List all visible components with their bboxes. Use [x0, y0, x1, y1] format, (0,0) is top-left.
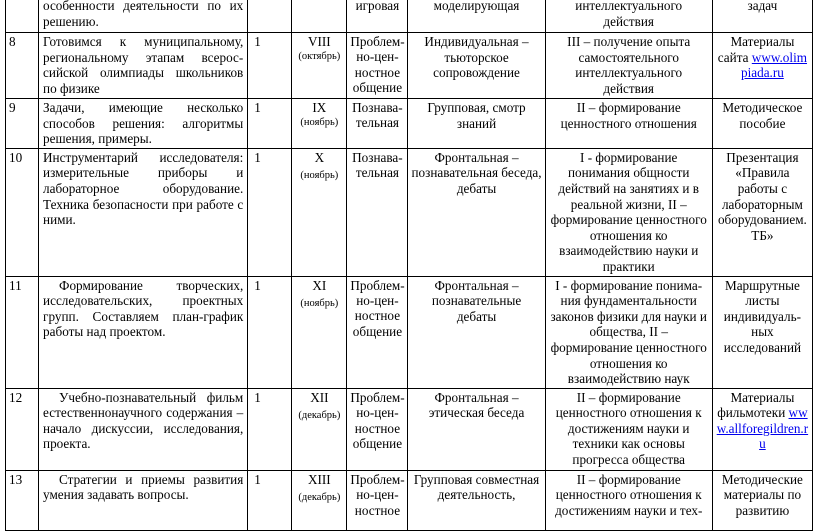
row-period	[292, 388, 347, 470]
curriculum-table	[5, 0, 813, 531]
materials-text: Материалы сайта	[717, 34, 795, 65]
row-result: III – получение опыта самостоятельного интеллектуального действия	[545, 33, 712, 99]
materials-text: Материалы фильмотеки	[717, 389, 795, 421]
period-roman: IX	[312, 100, 327, 115]
row-number: 13	[6, 470, 39, 530]
row-number: 9	[6, 99, 39, 149]
row-period	[292, 148, 347, 276]
period-month: (декабрь)	[298, 492, 341, 504]
row-materials	[712, 388, 812, 470]
table-row	[6, 0, 813, 33]
row-period	[292, 99, 347, 149]
row-result: интеллектуального действия	[545, 0, 712, 33]
row-lesson-type: игровая	[347, 0, 408, 33]
row-form: Индивидуальная – тьюторское сопровождение	[408, 33, 545, 99]
row-period	[292, 470, 347, 530]
row-form: моделирующая	[408, 0, 545, 33]
row-topic: Стратегии и приемы развития умения задавать вопросы.	[39, 470, 248, 530]
row-topic: Готовимся к муниципальному, региональному этапам всерос-сийской олимпиады школьников по физике	[39, 33, 248, 99]
row-hours: 1	[248, 148, 292, 276]
row-materials: Маршрутные листы индивидуаль-ных исследований	[712, 276, 812, 388]
row-number: 12	[6, 388, 39, 470]
row-materials	[712, 33, 812, 99]
table-row	[6, 148, 813, 276]
table-row	[6, 99, 813, 149]
period-month: (ноябрь)	[300, 116, 339, 128]
row-topic: Формирование творческих, исследовательских, проектных групп. Составляем план-график работы над проектом.	[39, 276, 248, 388]
row-lesson-type: Проблем-но-цен-ностное	[347, 470, 408, 530]
row-period	[292, 33, 347, 99]
row-hours: 1	[248, 470, 292, 530]
row-lesson-type: Познава-тельная	[347, 99, 408, 149]
row-topic: Учебно-познавательный фильм естественнонаучного содержания – начало дискуссии, исследования, проекта.	[39, 388, 248, 470]
row-lesson-type: Познава-тельная	[347, 148, 408, 276]
table-row	[6, 276, 813, 388]
materials-link[interactable]: www.olimpiada.ru	[740, 49, 807, 81]
row-form: Фронтальная – познавательные дебаты	[408, 276, 545, 388]
period-month: (ноябрь)	[300, 298, 339, 310]
row-form: Фронтальная – познавательная беседа, дебаты	[408, 148, 545, 276]
row-period	[292, 276, 347, 388]
row-number: 8	[6, 33, 39, 99]
materials-link[interactable]: www.allforegildren.ru	[716, 405, 809, 452]
row-topic: Инструментарий исследователя: измерительные приборы и лабораторное оборудование. Техника безопасности при работе с ними.	[39, 148, 248, 276]
period-roman: VIII	[308, 34, 331, 49]
row-period	[292, 0, 347, 33]
row-materials: Методическое пособие	[712, 99, 812, 149]
row-lesson-type: Проблем-но-цен-ностное общение	[347, 33, 408, 99]
period-month: (ноябрь)	[300, 170, 339, 182]
row-number: 10	[6, 148, 39, 276]
table-row	[6, 388, 813, 470]
period-roman: XIII	[308, 471, 331, 487]
period-month: (декабрь)	[298, 410, 341, 422]
row-materials: задач	[712, 0, 812, 33]
row-result: II – формирование ценностного отношения	[545, 99, 712, 149]
table-row	[6, 470, 813, 530]
period-roman: X	[314, 149, 325, 165]
period-roman: XII	[310, 389, 329, 405]
row-result: I - формирование понима-ния фундаментальности законов физики для науки и общества, II – формирование ценностного отношения ко взаимодействию наук	[545, 276, 712, 388]
row-form: Фронтальная – этическая беседа	[408, 388, 545, 470]
row-topic: особенности деятельности по их решению.	[39, 0, 248, 33]
row-hours: 1	[248, 276, 292, 388]
row-result: II – формирование ценностного отношения к достижениям науки и тех-	[545, 470, 712, 530]
row-hours	[248, 0, 292, 33]
row-hours: 1	[248, 33, 292, 99]
row-number: 11	[6, 276, 39, 388]
row-hours: 1	[248, 99, 292, 149]
row-lesson-type: Проблем-но-цен-ностное общение	[347, 276, 408, 388]
row-hours: 1	[248, 388, 292, 470]
row-topic: Задачи, имеющие несколько способов решения: алгоритмы решения, примеры.	[39, 99, 248, 149]
row-result: II – формирование ценностного отношения к достижениям науки и техники как основы прогресса общества	[545, 388, 712, 470]
row-number	[6, 0, 39, 33]
row-materials: Презентация «Правила работы с лабораторным оборудованием. ТБ»	[712, 148, 812, 276]
row-lesson-type: Проблем-но-цен-ностное общение	[347, 388, 408, 470]
row-result: I - формирование понимания общности действий на занятиях и в реальной жизни, II – формирование ценностного отношения ко взаимодействию науки и практики	[545, 148, 712, 276]
period-month: (октябрь)	[298, 50, 341, 62]
row-form: Групповая, смотр знаний	[408, 99, 545, 149]
table-row	[6, 33, 813, 99]
row-materials: Методические материалы по развитию	[712, 470, 812, 530]
period-roman: XI	[312, 277, 327, 293]
row-form: Групповая совместная деятельность,	[408, 470, 545, 530]
